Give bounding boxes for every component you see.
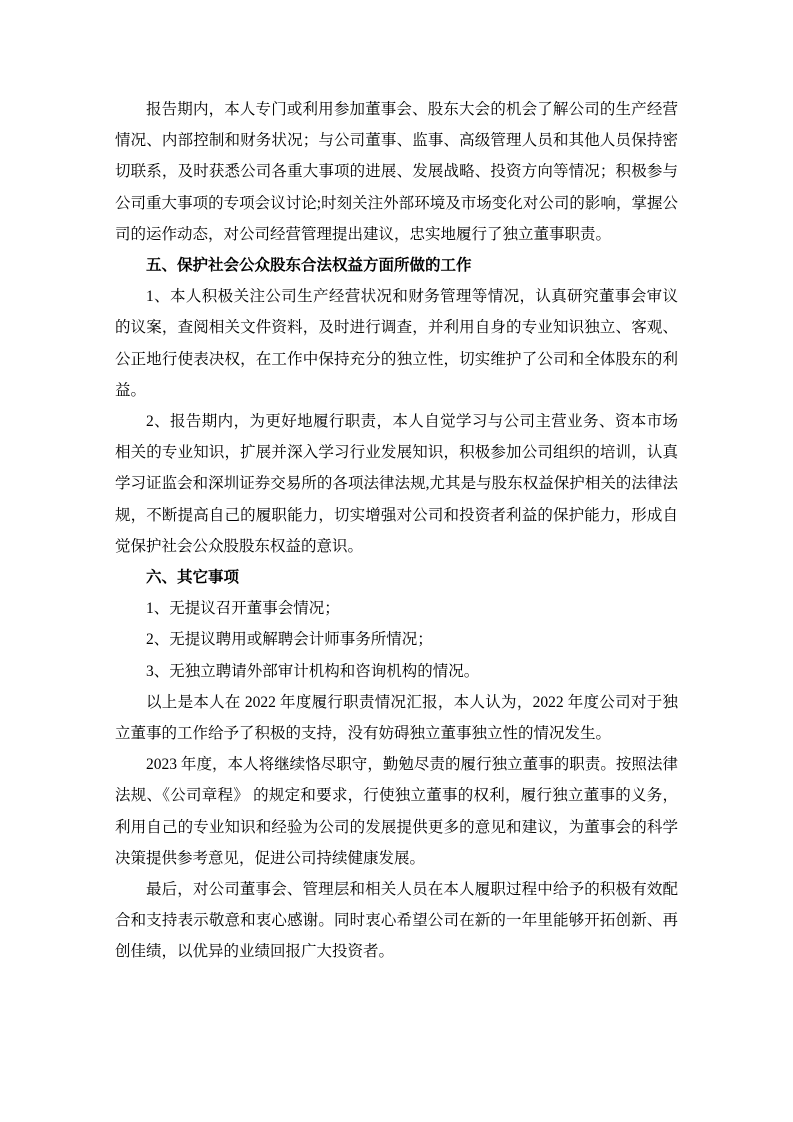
section-heading-protect-shareholder-rights: 五、保护社会公众股东合法权益方面所做的工作: [146, 257, 472, 275]
section-heading-other-matters: 六、其它事项: [146, 569, 240, 587]
list-item-no-external-audit-engagement: 3、无独立聘请外部审计机构和咨询机构的情况。: [146, 662, 480, 680]
list-item-no-accounting-firm-proposal: 2、无提议聘用或解聘会计师事务所情况；: [146, 631, 433, 649]
document-content: [115, 94, 678, 968]
paragraph-item-2-professional-learning: 2、报告期内，为更好地履行职责，本人自觉学习与公司主营业务、资本市场相关的专业知识，扩展并深入学习行业发展知识，积极参加公司组织的培训，认真学习证监会和深圳证券交易所的各项法律法规,尤其是与股东权益保护相关的法律法规，不断提高自己的履职能力，切实增强对公司和投资者利益的保护能力，形成自觉保护社会公众股股东权益的意识。: [115, 413, 678, 555]
paragraph-item-1-review-proposals: 1、本人积极关注公司生产经营状况和财务管理等情况，认真研究董事会审议的议案，查阅相关文件资料，及时进行调查，并利用自身的专业知识独立、客观、公正地行使表决权，在工作中保持充分的独立性，切实维护了公司和全体股东的利益。: [115, 288, 678, 399]
paragraph-report-period-duties: 报告期内，本人专门或利用参加董事会、股东大会的机会了解公司的生产经营情况、内部控制和财务状况；与公司董事、监事、高级管理人员和其他人员保持密切联系，及时获悉公司各重大事项的进展、发展战略、投资方向等情况；积极参与公司重大事项的专项会议讨论;时刻关注外部环境及市场变化对公司的影响，掌握公司的运作动态，对公司经营管理提出建议，忠实地履行了独立董事职责。: [115, 101, 678, 243]
paragraph-closing-thanks: 最后，对公司董事会、管理层和相关人员在本人履职过程中给予的积极有效配合和支持表示敬意和衷心感谢。同时衷心希望公司在新的一年里能够开拓创新、再创佳绩，以优异的业绩回报广大投资者。: [115, 881, 678, 961]
list-item-no-board-meeting-proposal: 1、无提议召开董事会情况；: [146, 600, 340, 618]
paragraph-2023-outlook: 2023 年度，本人将继续恪尽职守，勤勉尽责的履行独立董事的职责。按照法律法规、《公司章程》 的规定和要求，行使独立董事的权利，履行独立董事的义务，利用自己的专业知识和经验为公司的发展提供更多的意见和建议，为董事会的科学决策提供参考意见，促进公司持续健康发展。: [115, 756, 678, 867]
paragraph-2022-summary: 以上是本人在 2022 年度履行职责情况汇报，本人认为，2022 年度公司对于独立董事的工作给予了积极的支持，没有妨碍独立董事独立性的情况发生。: [115, 693, 678, 743]
